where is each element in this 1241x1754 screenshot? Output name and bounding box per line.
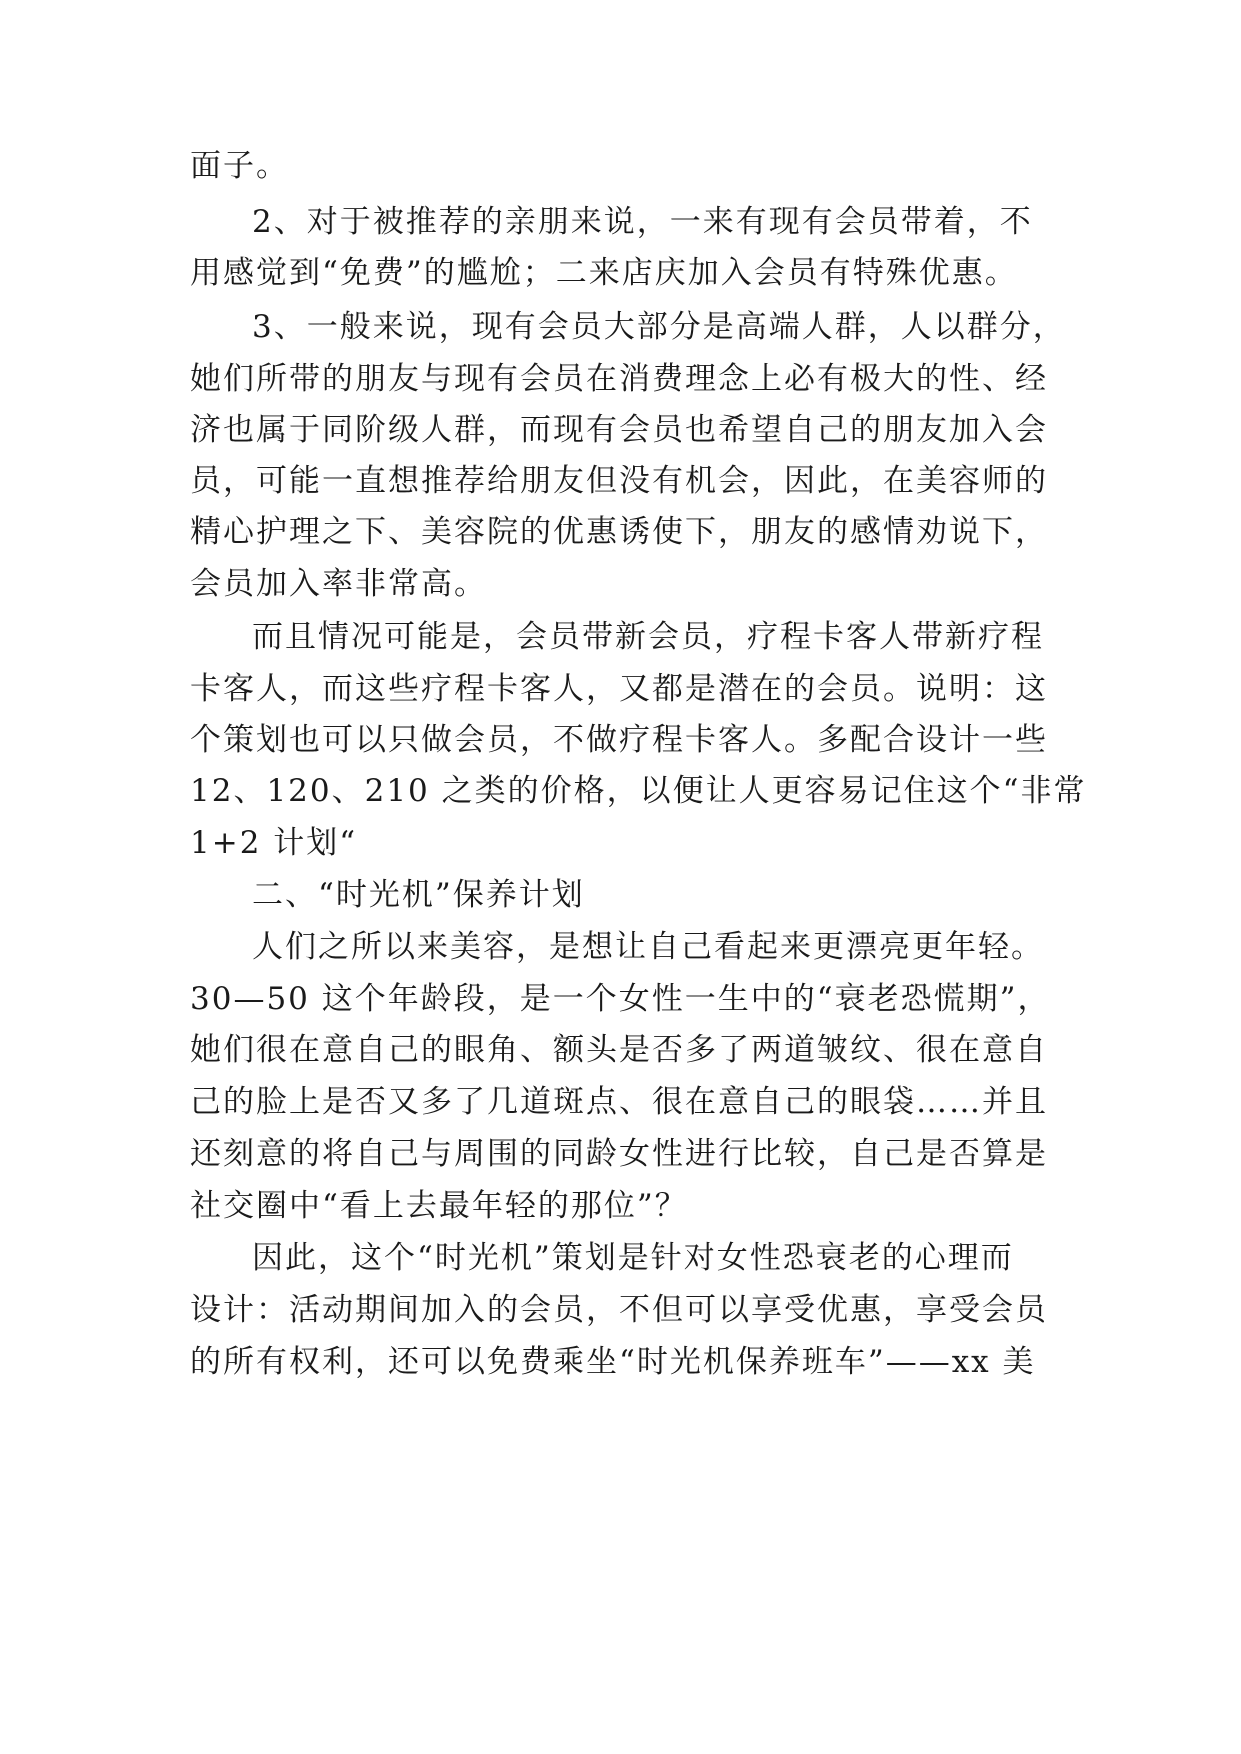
text-line: 30—50 这个年龄段，是一个女性一生中的“衰老恐慌期”，: [190, 981, 1051, 1017]
text-line: 面子。: [190, 148, 289, 184]
text-line: 员，可能一直想推荐给朋友但没有机会，因此，在美容师的: [190, 463, 1048, 499]
text-line: 她们很在意自己的眼角、额头是否多了两道皱纹、很在意自: [190, 1032, 1048, 1068]
text-line: 12、120、210 之类的价格，以便让人更容易记住这个“非常: [190, 773, 1087, 809]
section-heading: 二、“时光机”保养计划: [252, 877, 585, 913]
text-line: 3、一般来说，现有会员大部分是高端人群，人以群分，: [252, 309, 1066, 345]
text-line: 2、对于被推荐的亲朋来说，一来有现有会员带着，不: [252, 204, 1033, 240]
text-line: 的所有权利，还可以免费乘坐“时光机保养班车”——xx 美: [190, 1344, 1036, 1380]
text-line: 个策划也可以只做会员，不做疗程卡客人。多配合设计一些: [190, 722, 1048, 758]
text-line: 她们所带的朋友与现有会员在消费理念上必有极大的性、经: [190, 361, 1048, 397]
text-line: 会员加入率非常高。: [190, 566, 487, 602]
text-line: 1+2 计划“: [190, 825, 358, 861]
text-line: 人们之所以来美容，是想让自己看起来更漂亮更年轻。: [252, 929, 1044, 965]
text-line: 还刻意的将自己与周围的同龄女性进行比较，自己是否算是: [190, 1136, 1048, 1172]
text-line: 济也属于同阶级人群，而现有会员也希望自己的朋友加入会: [190, 412, 1048, 448]
text-line: 用感觉到“免费”的尴尬；二来店庆加入会员有特殊优惠。: [190, 255, 1018, 291]
text-line: 因此，这个“时光机”策划是针对女性恐衰老的心理而: [252, 1240, 1014, 1276]
text-line: 精心护理之下、美容院的优惠诱使下，朋友的感情劝说下，: [190, 514, 1048, 550]
text-line: 社交圈中“看上去最年轻的那位”？: [190, 1188, 688, 1224]
text-line: 而且情况可能是，会员带新会员，疗程卡客人带新疗程: [252, 619, 1044, 655]
text-line: 己的脸上是否又多了几道斑点、很在意自己的眼袋……并且: [190, 1084, 1048, 1120]
text-line: 卡客人，而这些疗程卡客人，又都是潜在的会员。说明：这: [190, 671, 1048, 707]
text-line: 设计：活动期间加入的会员，不但可以享受优惠，享受会员: [190, 1292, 1048, 1328]
